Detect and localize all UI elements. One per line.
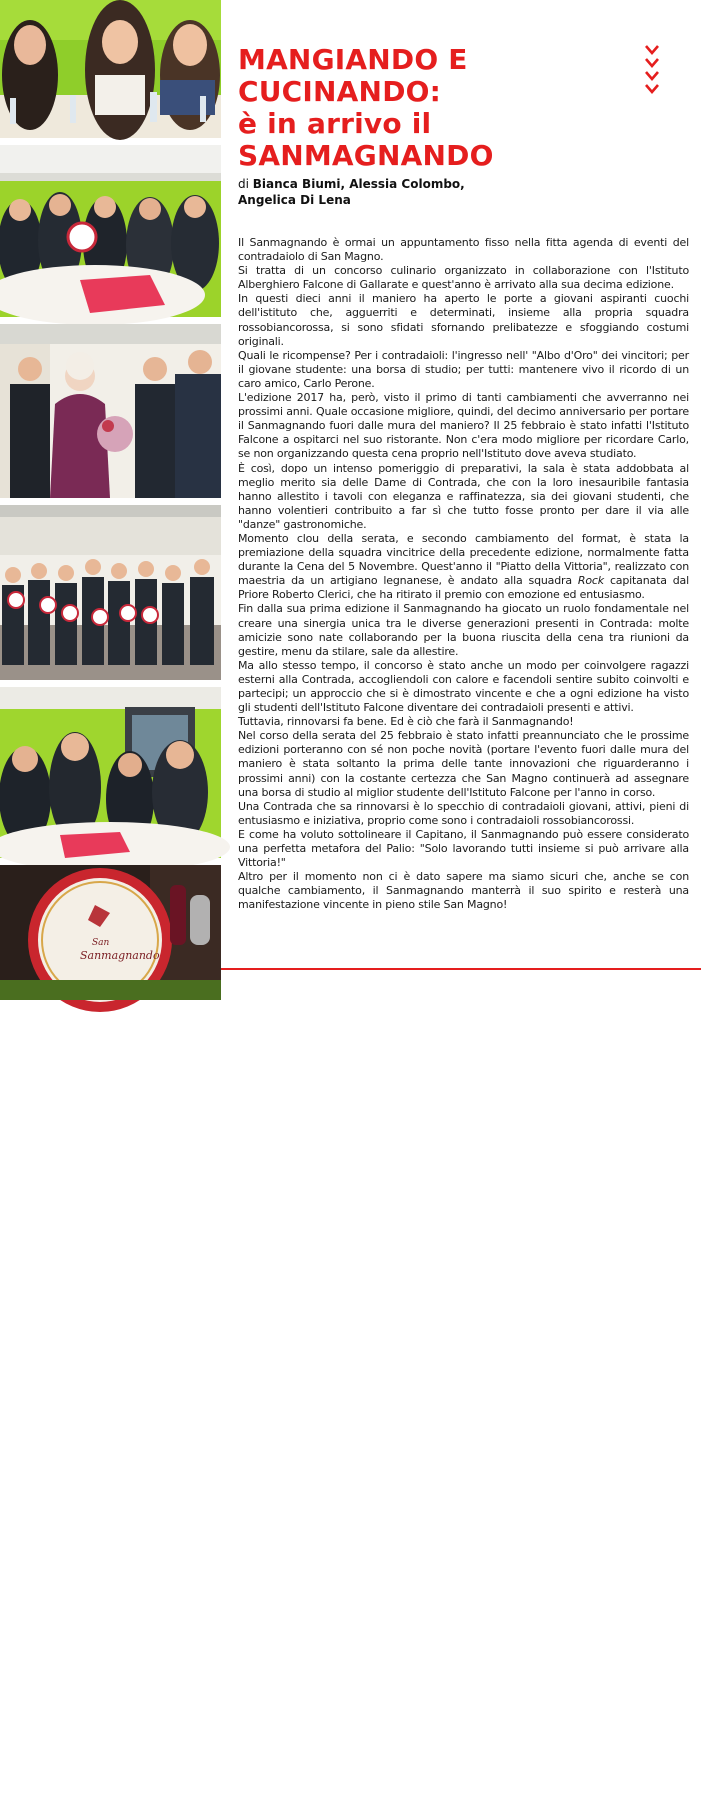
chevron-down-icon <box>645 44 659 56</box>
paragraph <box>238 532 689 602</box>
paragraph: Ma allo stesso tempo, il concorso è stato anche un modo per coinvolgere ragazzi esterni alla Contrada, accogliendoli con calore e facendoli sentire subito coinvolti e partecipi; un approccio che si è dimostrato vincente e che a ogni edizione ha visto gli studenti dell'Istituto Falcone diventare dei contradaioli presenti e attivi. <box>238 658 689 715</box>
plate-text-line1: San <box>92 938 110 948</box>
photo-table-men-toasting <box>0 145 221 317</box>
page-number: 20 <box>51 1800 61 1811</box>
photo-group-with-plates <box>0 505 221 680</box>
paragraph: È così, dopo un intenso pomeriggio di preparativi, la sala è stata addobbata al meglio merito sia delle Dame di Contrada, che con la loro inesauribile fantasia hanno allestito i tavoli con eleganza e raffinatezza, sia dei giovani studenti, che hanno volentieri contribuito a far sì che tutto fosse pronto per dare il via alle "danze" gastronomiche. <box>238 461 689 531</box>
bottom-rule <box>221 968 701 970</box>
paragraph-text: capitanata dal Priore Roberto Clerici, che ha ritirato il premio con emozione ed entusiasmo. <box>238 574 689 602</box>
paragraph: Fin dalla sua prima edizione il Sanmagnando ha giocato un ruolo fondamentale nel creare una sinergia unica tra le diverse generazioni presenti in Contrada: molte amicizie sono nate collaborando per la buona riuscita della cena tra riunioni da gestire, menu da stilare, sale da allestire. <box>238 602 689 658</box>
paragraph: Il Sanmagnando è ormai un appuntamento fisso nella fitta agenda di eventi del contradaiolo di San Magno. <box>238 236 689 264</box>
photo-column <box>0 0 221 1811</box>
paragraph-text: Momento clou della serata, e secondo cambiamento del format, è stata la premiazione della squadra vincitrice della precedente edizione, normalmente fatta durante la Cena del 5 Novembre. Quest'anno il "Piatto della Vittoria", realizzato con maestria da un artigiano legnanese, è andato alla squadra <box>238 531 689 588</box>
paragraph: Una Contrada che sa rinnovarsi è lo specchio di contradaioli giovani, attivi, pieni di entusiasmo e iniziativa, proprio come sono i contradaioli rossobiancorossi. <box>238 799 689 827</box>
byline-authors: Bianca Biumi, Alessia Colombo, <box>252 177 465 191</box>
title-line-1: MANGIANDO E <box>238 43 468 76</box>
byline <box>238 176 538 208</box>
paragraph: In questi dieci anni il maniero ha aperto le porte a giovani aspiranti cuochi dell'istituto che, agguerriti e determinati, insieme alla propria squadra rossobiancorossa, si sono sfidati sfornando prelibatezze e sfoggiando costumi originali. <box>238 292 689 348</box>
paragraph: Nel corso della serata del 25 febbraio è stato infatti preannunciato che le prossime edizioni porteranno con sé non poche novità (portare l'evento fuori dalle mura del maniero è stata soltanto la prima delle tante innovazioni che riguarderanno i prossimi anni) con la costante certezza che San Magno continuerà ad assegnare una borsa di studio al miglior studente dell'Istituto Falcone per l'anno in corso. <box>238 729 689 799</box>
paragraph: Quali le ricompense? Per i contradaioli: l'ingresso nell' "Albo d'Oro" dei vincitori; per il giovane studente: una borsa di studio; per tutti: mantenere vivo il ricordo di un caro amico, Carlo Perone. <box>238 348 689 390</box>
chevron-stack <box>645 44 665 96</box>
photo-award-bouquet <box>0 324 221 498</box>
article-title <box>238 44 598 172</box>
team-name: Rock <box>577 574 604 588</box>
chevron-down-icon <box>645 57 659 69</box>
paragraph: Tuttavia, rinnovarsi fa bene. Ed è ciò che farà il Sanmagnando! <box>238 715 574 729</box>
chevron-down-icon <box>645 70 659 82</box>
paragraph: E come ha voluto sottolineare il Capitano, il Sanmagnando può essere considerato una perfetta metafora del Palio: "Solo lavorando tutti insieme si può arrivare alla Vittoria!" <box>238 827 689 870</box>
byline-prefix: di <box>238 177 253 191</box>
chevron-down-icon <box>645 83 659 95</box>
paragraph: Si tratta di un concorso culinario organizzato in collaborazione con l'Istituto Alberghiero Falcone di Gallarate e quest'anno è arrivato alla sua decima edizione. <box>238 264 689 292</box>
paragraph: Altro per il momento non ci è dato sapere ma siamo sicuri che, anche se con qualche cambiamento, il Sanmagnando manterrà il suo spirito e resterà una manifestazione vincente in pieno stile San Magno! <box>238 870 689 912</box>
byline-authors-2: Angelica Di Lena <box>238 193 351 207</box>
article-body <box>238 236 689 913</box>
title-line-2: CUCINANDO: <box>238 75 442 108</box>
photo-men-at-table <box>0 687 221 858</box>
paragraph: L'edizione 2017 ha, però, visto il primo di tanti cambiamenti che avverranno nei prossimi anni. Quale occasione migliore, quindi, del decimo anniversario per portare il Sanmagnando fuori dalle mura del maniero? Il 25 febbraio è stato infatti l'Istituto Falcone a ospitarci nel suo ristorante. Non c'era modo migliore per ricordare Carlo, se non organizzando questa cena proprio nell'Istituto dove aveva studiato. <box>238 391 689 461</box>
photo-victory-plate <box>0 865 221 1811</box>
photo-three-women-at-dinner <box>0 0 221 138</box>
plate-text-line2: Sanmagnando <box>80 949 160 962</box>
title-line-3: è in arrivo il <box>238 107 432 140</box>
title-line-4: SANMAGNANDO <box>238 139 494 172</box>
